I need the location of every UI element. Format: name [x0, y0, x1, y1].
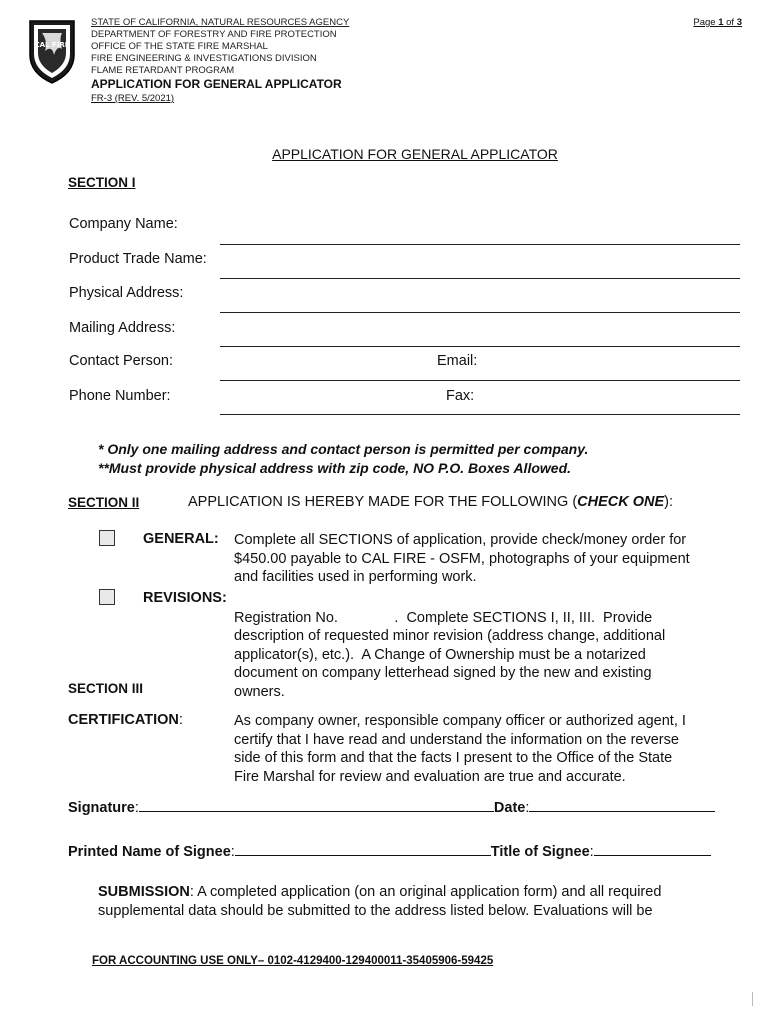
email-label: Email: [437, 353, 478, 369]
accounting-code: FOR ACCOUNTING USE ONLY– 0102-4129400-129400011-35405906-59425 [92, 955, 494, 967]
revisions-description: Registration No. . Complete SECTIONS I, II, III. Provide description of requested minor revision (address change, additional applicator(s), etc.). A Change of Ownership must be a notarized document on company letterhead signed by the new and existing owners. [234, 609, 666, 700]
agency-line-1: STATE OF CALIFORNIA, NATURAL RESOURCES AGENCY [91, 17, 350, 28]
signature-field[interactable] [139, 798, 494, 812]
general-checkbox[interactable] [99, 530, 115, 546]
company-name-field[interactable] [220, 244, 740, 245]
form-revision: FR-3 (REV. 5/2021) [91, 93, 175, 104]
submission-text: SUBMISSION: A completed application (on an original application form) and all required supplemental data should be submitted to the address listed below. Evaluations will be [98, 884, 662, 919]
page-edge-marker [752, 992, 753, 1006]
product-trade-name-field[interactable] [220, 278, 740, 279]
agency-line-3: OFFICE OF THE STATE FIRE MARSHAL [91, 41, 268, 52]
note-mailing-address: * Only one mailing address and contact person is permitted per company. [98, 441, 589, 457]
section-2-heading: SECTION II [68, 495, 140, 510]
revisions-checkbox[interactable] [99, 589, 115, 605]
mailing-address-label: Mailing Address: [69, 320, 176, 336]
section-3-heading: SECTION III [68, 681, 144, 696]
form-title: APPLICATION FOR GENERAL APPLICATOR [91, 77, 342, 91]
agency-line-5: FLAME RETARDANT PROGRAM [91, 65, 235, 76]
revisions-label: REVISIONS: [143, 590, 227, 606]
general-description: Complete all SECTIONS of application, provide check/money order for $450.00 payable to CAL FIRE - OSFM, photographs of your equipment and facilities used in performing work. [234, 532, 690, 585]
physical-address-label: Physical Address: [69, 285, 184, 301]
fax-label: Fax: [446, 388, 475, 404]
printed-name-row: Printed Name of Signee: Title of Signee: [68, 842, 711, 860]
document-title: APPLICATION FOR GENERAL APPLICATOR [272, 146, 558, 162]
signature-row: Signature: Date: [68, 798, 715, 816]
phone-fax-field[interactable] [220, 414, 740, 415]
printed-name-field[interactable] [235, 842, 491, 856]
phone-number-label: Phone Number: [69, 388, 171, 404]
certification-label: CERTIFICATION: [68, 712, 183, 728]
submission-label: SUBMISSION [98, 884, 190, 900]
contact-email-field[interactable] [220, 380, 740, 381]
product-trade-name-label: Product Trade Name: [69, 251, 207, 267]
general-label: GENERAL: [143, 531, 219, 547]
date-label: Date [493, 800, 526, 816]
contact-person-label: Contact Person: [69, 353, 173, 369]
logo-text: CAL FIRE [34, 41, 70, 49]
agency-line-4: FIRE ENGINEERING & INVESTIGATIONS DIVISION [91, 53, 317, 64]
date-field[interactable] [529, 798, 715, 812]
cal-fire-logo [26, 15, 78, 85]
section-2-intro: APPLICATION IS HEREBY MADE FOR THE FOLLOWING (CHECK ONE): [188, 494, 674, 510]
signature-label: Signature [68, 800, 135, 816]
mailing-address-field[interactable] [220, 346, 740, 347]
title-of-signee-label: Title of Signee [490, 844, 590, 860]
certification-text: As company owner, responsible company officer or authorized agent, I certify that I have read and understand the information on the reverse side of this form and that the facts I present to the Office of the State Fire Marshal for review and evaluation are true and accurate. [234, 713, 686, 785]
section-1-heading: SECTION I [68, 175, 136, 190]
note-physical-address: **Must provide physical address with zip code, NO P.O. Boxes Allowed. [98, 460, 572, 476]
printed-name-label: Printed Name of Signee [68, 844, 231, 860]
physical-address-field[interactable] [220, 312, 740, 313]
page-number: Page 1 of 3 [693, 17, 742, 28]
agency-line-2: DEPARTMENT OF FORESTRY AND FIRE PROTECTION [91, 29, 337, 40]
company-name-label: Company Name: [69, 216, 178, 232]
title-of-signee-field[interactable] [594, 842, 711, 856]
